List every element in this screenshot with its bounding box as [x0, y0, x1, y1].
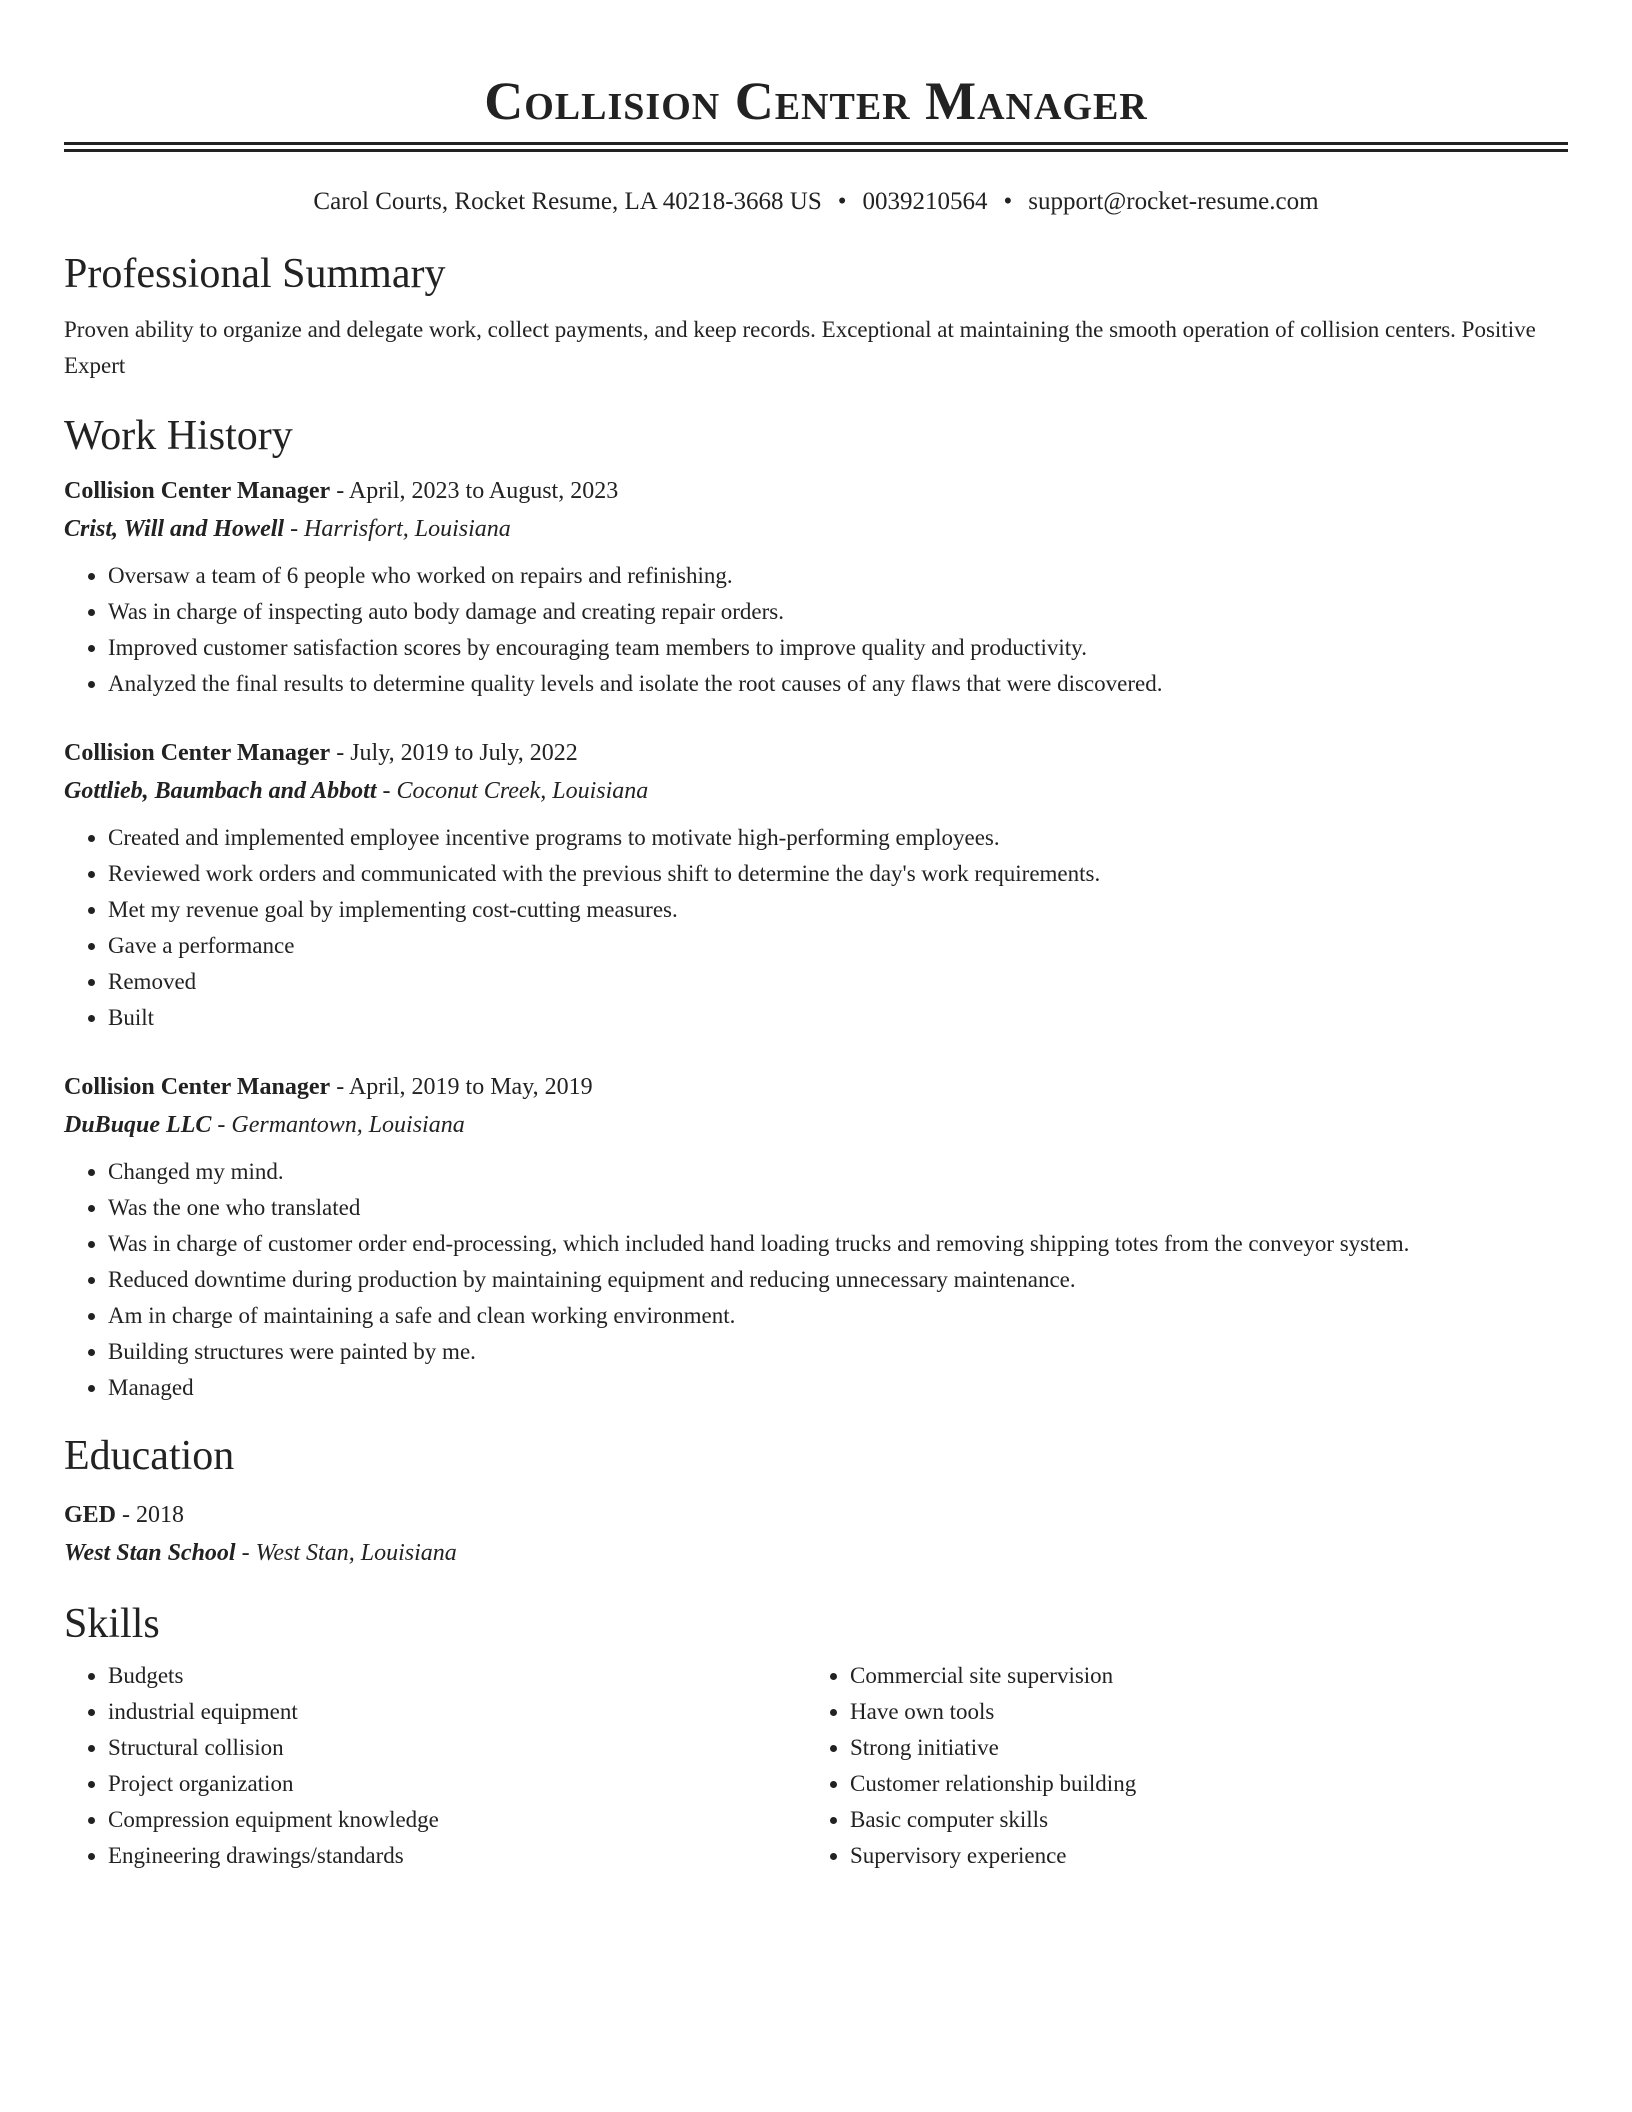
resume-title: Collision Center Manager — [484, 71, 1148, 131]
list-item: • Strong initiative — [850, 1730, 1548, 1766]
list-item: • Met my revenue goal by implementing cost-cutting measures. — [108, 892, 1568, 928]
job-title-line — [64, 1068, 1568, 1106]
job-entry — [64, 1068, 1568, 1406]
list-item: • industrial equipment — [108, 1694, 806, 1730]
list-item: • Removed — [108, 964, 1568, 1000]
degree-year: - 2018 — [116, 1502, 185, 1528]
list-item: • Am in charge of maintaining a safe and clean working environment. — [108, 1298, 1568, 1334]
company-location: - Coconut Creek, Louisiana — [376, 778, 649, 804]
school-location: - West Stan, Louisiana — [235, 1540, 457, 1566]
list-item: • Managed — [108, 1370, 1568, 1406]
job-title-line — [64, 734, 1568, 772]
job-dates: - April, 2019 to May, 2019 — [330, 1074, 593, 1100]
contact-email: support@rocket-resume.com — [1028, 188, 1319, 215]
title-divider — [64, 142, 1568, 152]
contact-address: Carol Courts, Rocket Resume, LA 40218-3668 US — [313, 188, 822, 215]
job-bullets — [64, 820, 1568, 1036]
company-location: - Harrisfort, Louisiana — [284, 516, 511, 542]
skills-heading: Skills — [64, 1601, 160, 1647]
job-entry — [64, 472, 1568, 702]
list-item: • Created and implemented employee incentive programs to motivate high-performing employees. — [108, 820, 1568, 856]
job-entry — [64, 734, 1568, 1036]
list-item: • Supervisory experience — [850, 1838, 1548, 1874]
job-title: Collision Center Manager — [64, 478, 331, 504]
school-name: West Stan School — [64, 1540, 236, 1566]
skills-bullets — [806, 1658, 1548, 1874]
list-item: • Analyzed the final results to determine quality levels and isolate the root causes of any flaws that were discovered. — [108, 666, 1568, 702]
list-item: • Gave a performance — [108, 928, 1568, 964]
job-title-line — [64, 472, 1568, 510]
company-name: Gottlieb, Baumbach and Abbott — [64, 778, 377, 804]
list-item: • Structural collision — [108, 1730, 806, 1766]
company-line — [64, 510, 1568, 548]
list-item: • Was the one who translated — [108, 1190, 1568, 1226]
education-heading: Education — [64, 1433, 235, 1479]
job-bullets — [64, 1154, 1568, 1406]
list-item: • Reduced downtime during production by maintaining equipment and reducing unnecessary maintenance. — [108, 1262, 1568, 1298]
contact-separator: • — [1003, 188, 1013, 215]
summary-text: Proven ability to organize and delegate work, collect payments, and keep records. Exceptional at maintaining the smooth operation of collision centers. Positive Expert — [64, 317, 1536, 378]
list-item: • Have own tools — [850, 1694, 1548, 1730]
list-item: • Built — [108, 1000, 1568, 1036]
list-item: • Reviewed work orders and communicated with the previous shift to determine the day's work requirements. — [108, 856, 1568, 892]
school-line — [64, 1534, 1568, 1572]
degree-line — [64, 1496, 1568, 1534]
list-item: • Budgets — [108, 1658, 806, 1694]
company-name: DuBuque LLC — [64, 1112, 212, 1138]
list-item: • Compression equipment knowledge — [108, 1802, 806, 1838]
company-location: - Germantown, Louisiana — [211, 1112, 465, 1138]
work-history-heading: Work History — [64, 413, 293, 459]
degree: GED — [64, 1502, 117, 1528]
list-item: • Commercial site supervision — [850, 1658, 1548, 1694]
list-item: • Oversaw a team of 6 people who worked on repairs and refinishing. — [108, 558, 1568, 594]
summary-heading: Professional Summary — [64, 251, 446, 297]
job-bullets — [64, 558, 1568, 702]
contact-phone: 0039210564 — [862, 188, 988, 215]
contact-line — [64, 186, 1568, 218]
skills-list — [64, 1658, 1568, 1874]
list-item: • Improved customer satisfaction scores by encouraging team members to improve quality and productivity. — [108, 630, 1568, 666]
skills-column-right — [806, 1658, 1548, 1874]
company-name: Crist, Will and Howell — [64, 516, 285, 542]
list-item: • Building structures were painted by me. — [108, 1334, 1568, 1370]
list-item: • Customer relationship building — [850, 1766, 1548, 1802]
company-line — [64, 1106, 1568, 1144]
skills-bullets — [64, 1658, 806, 1874]
job-dates: - July, 2019 to July, 2022 — [330, 740, 578, 766]
list-item: • Was in charge of customer order end-processing, which included hand loading trucks and removing shipping totes from the conveyor system. — [108, 1226, 1568, 1262]
job-dates: - April, 2023 to August, 2023 — [330, 478, 619, 504]
list-item: • Project organization — [108, 1766, 806, 1802]
list-item: • Changed my mind. — [108, 1154, 1568, 1190]
education-entry — [64, 1496, 1568, 1572]
contact-separator: • — [837, 188, 847, 215]
company-line — [64, 772, 1568, 810]
skills-column-left — [64, 1658, 806, 1874]
list-item: • Basic computer skills — [850, 1802, 1548, 1838]
job-title: Collision Center Manager — [64, 1074, 331, 1100]
job-title: Collision Center Manager — [64, 740, 331, 766]
list-item: • Was in charge of inspecting auto body damage and creating repair orders. — [108, 594, 1568, 630]
list-item: • Engineering drawings/standards — [108, 1838, 806, 1874]
